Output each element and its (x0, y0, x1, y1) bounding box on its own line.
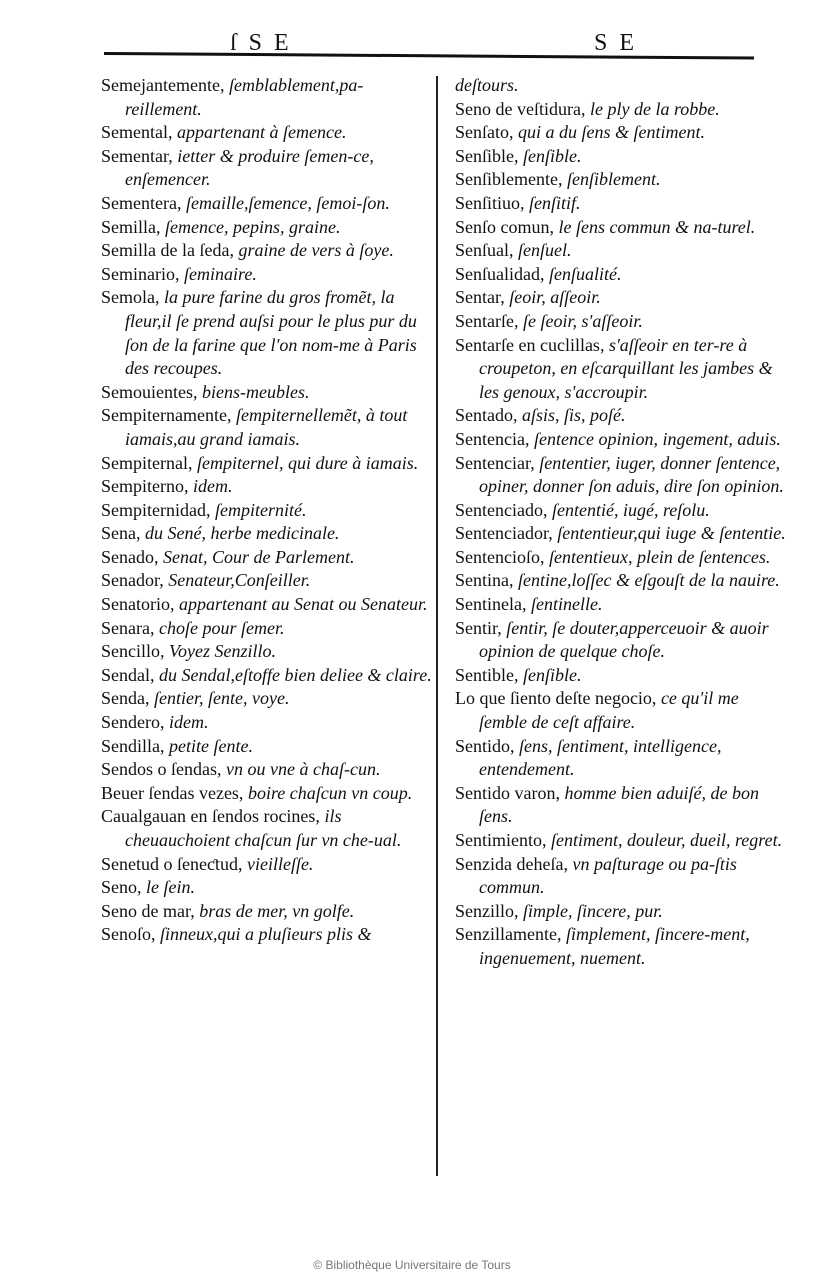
dictionary-entry (101, 876, 436, 900)
entry-definition: ſeminaire. (184, 263, 257, 284)
dictionary-entry (455, 428, 790, 452)
dictionary-entry (101, 782, 436, 806)
dictionary-entry (101, 404, 436, 451)
entry-headword: Beuer ſendas vezes, (101, 782, 244, 803)
entry-headword: Senado, (101, 546, 159, 567)
entry-headword: Sentarſe en cuclillas, (455, 334, 605, 355)
dictionary-entry (455, 687, 790, 734)
entry-definition: ſentir, ſe douter,apperceuoir & auoir opinion de quelque choſe. (479, 617, 769, 662)
entry-headword: Seno de veſtidura, (455, 98, 586, 119)
entry-definition: ils cheuauchoient chaſcun ſur vn che-ual. (125, 806, 402, 850)
running-head-left: ſ S E (230, 30, 292, 56)
entry-headword: Sentido, (455, 735, 515, 756)
header-rule (104, 52, 754, 60)
entry-definition: ſeoir, aſſeoir. (509, 287, 601, 308)
entry-definition: ſempiternité. (214, 499, 307, 520)
entry-headword: Senſo comun, (455, 216, 554, 237)
entry-headword: Sendos o ſendas, (101, 759, 222, 780)
dictionary-entry (455, 286, 790, 310)
dictionary-entry (455, 664, 790, 688)
entry-definition: le ſein. (146, 877, 195, 898)
dictionary-entry (101, 239, 436, 263)
entry-definition: la pure farine du gros fromẽt, la fleur,il ſe prend auſsi pour le plus pur du ſon de la farine que l'on nom-me à Paris des recoupes. (125, 287, 417, 379)
dictionary-entry (101, 593, 436, 617)
entry-headword: Senzillo, (455, 900, 519, 921)
entry-definition: aſsis, ſis, poſé. (522, 405, 626, 426)
entry-headword: Seminario, (101, 263, 180, 284)
dictionary-entry (101, 617, 436, 641)
entry-headword: Senzida deheſa, (455, 853, 568, 874)
entry-definition: choſe pour ſemer. (158, 617, 285, 638)
entry-definition: ſentiment, douleur, dueil, regret. (551, 830, 783, 850)
entry-headword: Sentina, (455, 570, 514, 591)
dictionary-entry (101, 805, 436, 852)
entry-headword: Semola, (101, 287, 160, 308)
dictionary-entry (455, 546, 790, 570)
dictionary-entry (101, 687, 436, 711)
entry-definition: ſenſible. (523, 664, 582, 685)
dictionary-entry (101, 263, 436, 287)
entry-definition: ſententier, iuger, donner ſentence, opiner, donner ſon aduis, dire ſon opinion. (479, 452, 784, 497)
entry-definition: ſententieux, plein de ſentences. (548, 546, 771, 567)
entry-definition: du Sendal,eſtoffe bien deliee & claire. (159, 664, 432, 685)
entry-headword: Sentinela, (455, 594, 527, 615)
entry-definition: Voyez Senzillo. (169, 641, 276, 662)
entry-definition: ſententieur,qui iuge & ſententie. (557, 523, 786, 544)
dictionary-entry (101, 381, 436, 405)
dictionary-entry (455, 74, 790, 98)
entry-headword: Sentado, (455, 405, 518, 426)
entry-definition: le ſens commun & na-turel. (558, 216, 756, 237)
entry-definition: ſe ſeoir, s'aſſeoir. (522, 310, 643, 331)
entry-definition: ſentinelle. (530, 594, 603, 615)
entry-definition: homme bien aduiſé, de bon ſens. (479, 782, 759, 827)
entry-definition: ſenſuel. (518, 240, 572, 261)
dictionary-entry (101, 475, 436, 499)
entry-definition: ſenſible. (523, 145, 582, 166)
entry-definition: vieilleſſe. (246, 853, 314, 874)
entry-definition: deſtours. (455, 75, 519, 95)
entry-headword: Sentarſe, (455, 310, 519, 331)
dictionary-entry (101, 499, 436, 523)
entry-headword: Senda, (101, 688, 150, 709)
entry-headword: Sentible, (455, 664, 519, 685)
dictionary-entry (101, 286, 436, 380)
entry-definition: ſententié, iugé, reſolu. (551, 499, 710, 520)
entry-headword: Sentimiento, (455, 830, 547, 850)
dictionary-entry (455, 900, 790, 924)
entry-definition: appartenant à ſemence. (176, 122, 347, 143)
entry-headword: Sempiternal, (101, 452, 193, 473)
entry-definition: ſentier, ſente, voye. (154, 688, 290, 709)
entry-definition: du Sené, herbe medicinale. (145, 523, 340, 544)
dictionary-entry (455, 263, 790, 287)
entry-definition: ſinneux,qui a pluſieurs plis & (160, 924, 372, 945)
dictionary-entry (101, 145, 436, 192)
entry-definition: qui a du ſens & ſentiment. (518, 122, 705, 143)
entry-headword: Seno de mar, (101, 900, 195, 921)
entry-definition: boire chaſcun vn coup. (247, 782, 413, 803)
entry-definition: ſimple, ſincere, pur. (523, 900, 663, 921)
entry-definition: ſempiternel, qui dure à iamais. (196, 452, 419, 473)
copyright-footer: © Bibliothèque Universitaire de Tours (313, 1258, 511, 1272)
dictionary-entry (455, 923, 790, 970)
entry-definition: ſemaille,ſemence, ſemoi-ſon. (185, 192, 390, 213)
dictionary-entry (101, 900, 436, 924)
entry-headword: Senſitiuo, (455, 192, 525, 213)
dictionary-entry (455, 168, 790, 192)
dictionary-entry (455, 569, 790, 593)
entry-headword: Sempiternidad, (101, 499, 211, 520)
entry-headword: Senſual, (455, 240, 514, 261)
dictionary-entry (101, 711, 436, 735)
dictionary-entry (455, 593, 790, 617)
entry-definition: s'aſſeoir en ter-re à croupeton, en eſcarquillant les jambes & les genoux, s'accroupir. (479, 334, 773, 402)
dictionary-entry (455, 98, 790, 122)
entry-headword: Sentenciado, (455, 499, 548, 520)
entry-headword: Senzillamente, (455, 924, 562, 945)
dictionary-entry (101, 546, 436, 570)
dictionary-entry (101, 216, 436, 240)
dictionary-entry (455, 216, 790, 240)
entry-headword: Sentenciador, (455, 523, 553, 544)
entry-headword: Senoſo, (101, 924, 156, 945)
right-column (455, 74, 790, 971)
dictionary-entry (455, 829, 790, 853)
entry-headword: Sempiternamente, (101, 405, 232, 426)
entry-definition: vn paſturage ou pa-ſtis commun. (479, 853, 737, 898)
entry-headword: Sementera, (101, 192, 182, 213)
dictionary-entry (101, 640, 436, 664)
entry-headword: Senſiblemente, (455, 169, 563, 190)
entry-definition: ſempiternellemẽt, à tout iamais,au grand iamais. (125, 405, 408, 449)
entry-headword: Sentir, (455, 617, 502, 638)
entry-definition: petite ſente. (169, 735, 253, 756)
entry-headword: Senſible, (455, 145, 519, 166)
dictionary-entry (101, 664, 436, 688)
entry-definition: ſenſitif. (529, 192, 581, 213)
entry-definition: appartenant au Senat ou Senateur. (179, 594, 428, 615)
entry-definition: ſens, ſentiment, intelligence, entendement. (479, 735, 722, 780)
dictionary-entry (101, 569, 436, 593)
dictionary-entry (101, 923, 436, 947)
entry-definition: Senat, Cour de Parlement. (163, 546, 355, 567)
column-divider (436, 76, 438, 1176)
entry-headword: Sencillo, (101, 641, 165, 662)
entry-headword: Sendal, (101, 664, 155, 685)
running-head-right: S E (594, 30, 638, 56)
dictionary-entry (101, 758, 436, 782)
entry-definition: ſentence opinion, ingement, aduis. (533, 428, 781, 449)
entry-headword: Sentido varon, (455, 782, 560, 803)
entry-headword: Semouientes, (101, 381, 198, 402)
left-column (101, 74, 436, 947)
entry-definition: bras de mer, vn golfe. (199, 900, 355, 921)
dictionary-entry (455, 121, 790, 145)
entry-definition: graine de vers à ſoye. (238, 240, 394, 261)
entry-headword: Sentencia, (455, 428, 530, 449)
entry-definition: ſentine,loſſec & eſgouſt de la nauire. (518, 570, 780, 591)
entry-headword: Lo que ſiento deſte negocio, (455, 688, 657, 709)
entry-definition: le ply de la robbe. (589, 98, 720, 119)
entry-definition: idem. (193, 476, 233, 497)
dictionary-entry (101, 853, 436, 877)
dictionary-entry (455, 239, 790, 263)
entry-headword: Sentenciar, (455, 452, 535, 473)
dictionary-entry (455, 404, 790, 428)
entry-headword: Caualgauan en ſendos rocines, (101, 806, 320, 827)
entry-headword: Senſato, (455, 122, 514, 143)
dictionary-entry (455, 782, 790, 829)
dictionary-entry (101, 74, 436, 121)
entry-headword: Senador, (101, 570, 164, 591)
entry-definition: ietter & produire ſemen-ce, enſemencer. (125, 145, 374, 190)
entry-definition: ſenſiblement. (566, 169, 661, 190)
entry-definition: Senateur,Conſeiller. (168, 570, 311, 591)
entry-headword: Sementar, (101, 145, 173, 166)
dictionary-entry (455, 499, 790, 523)
entry-definition: ſemblablement,pa-reillement. (125, 75, 364, 119)
dictionary-entry (455, 145, 790, 169)
dictionary-entry (455, 310, 790, 334)
dictionary-entry (455, 735, 790, 782)
entry-headword: Sendilla, (101, 735, 165, 756)
entry-definition: ſenſualité. (548, 263, 622, 284)
entry-headword: Semilla, (101, 216, 161, 237)
dictionary-entry (101, 192, 436, 216)
dictionary-entry (455, 522, 790, 546)
dictionary-entry (101, 121, 436, 145)
dictionary-entry (455, 452, 790, 499)
entry-definition: vn ou vne à chaſ-cun. (226, 759, 381, 780)
dictionary-entry (455, 853, 790, 900)
entry-headword: Seno, (101, 877, 142, 898)
entry-definition: ſemence, pepins, graine. (165, 216, 341, 237)
entry-headword: Semejantemente, (101, 75, 225, 95)
dictionary-entry (455, 617, 790, 664)
dictionary-entry (101, 522, 436, 546)
entry-headword: Sentencioſo, (455, 546, 545, 567)
entry-definition: idem. (168, 712, 209, 733)
entry-headword: Semental, (101, 122, 173, 143)
entry-headword: Sentar, (455, 287, 505, 308)
entry-definition: biens-meubles. (202, 381, 310, 402)
entry-headword: Sempiterno, (101, 476, 189, 497)
entry-headword: Senatorio, (101, 594, 175, 615)
dictionary-entry (455, 192, 790, 216)
entry-headword: Semilla de la ſeda, (101, 240, 234, 261)
dictionary-entry (101, 735, 436, 759)
entry-headword: Senetud o ſeneƈtud, (101, 853, 243, 874)
entry-definition: ce qu'il me ſemble de ceſt affaire. (479, 688, 739, 733)
dictionary-entry (101, 452, 436, 476)
entry-headword: Sendero, (101, 712, 165, 733)
entry-headword: Sena, (101, 523, 141, 544)
dictionary-entry (455, 334, 790, 405)
entry-headword: Senara, (101, 617, 155, 638)
entry-headword: Senſualidad, (455, 263, 545, 284)
entry-definition: ſimplement, ſincere-ment, ingenuement, nuement. (479, 924, 750, 968)
